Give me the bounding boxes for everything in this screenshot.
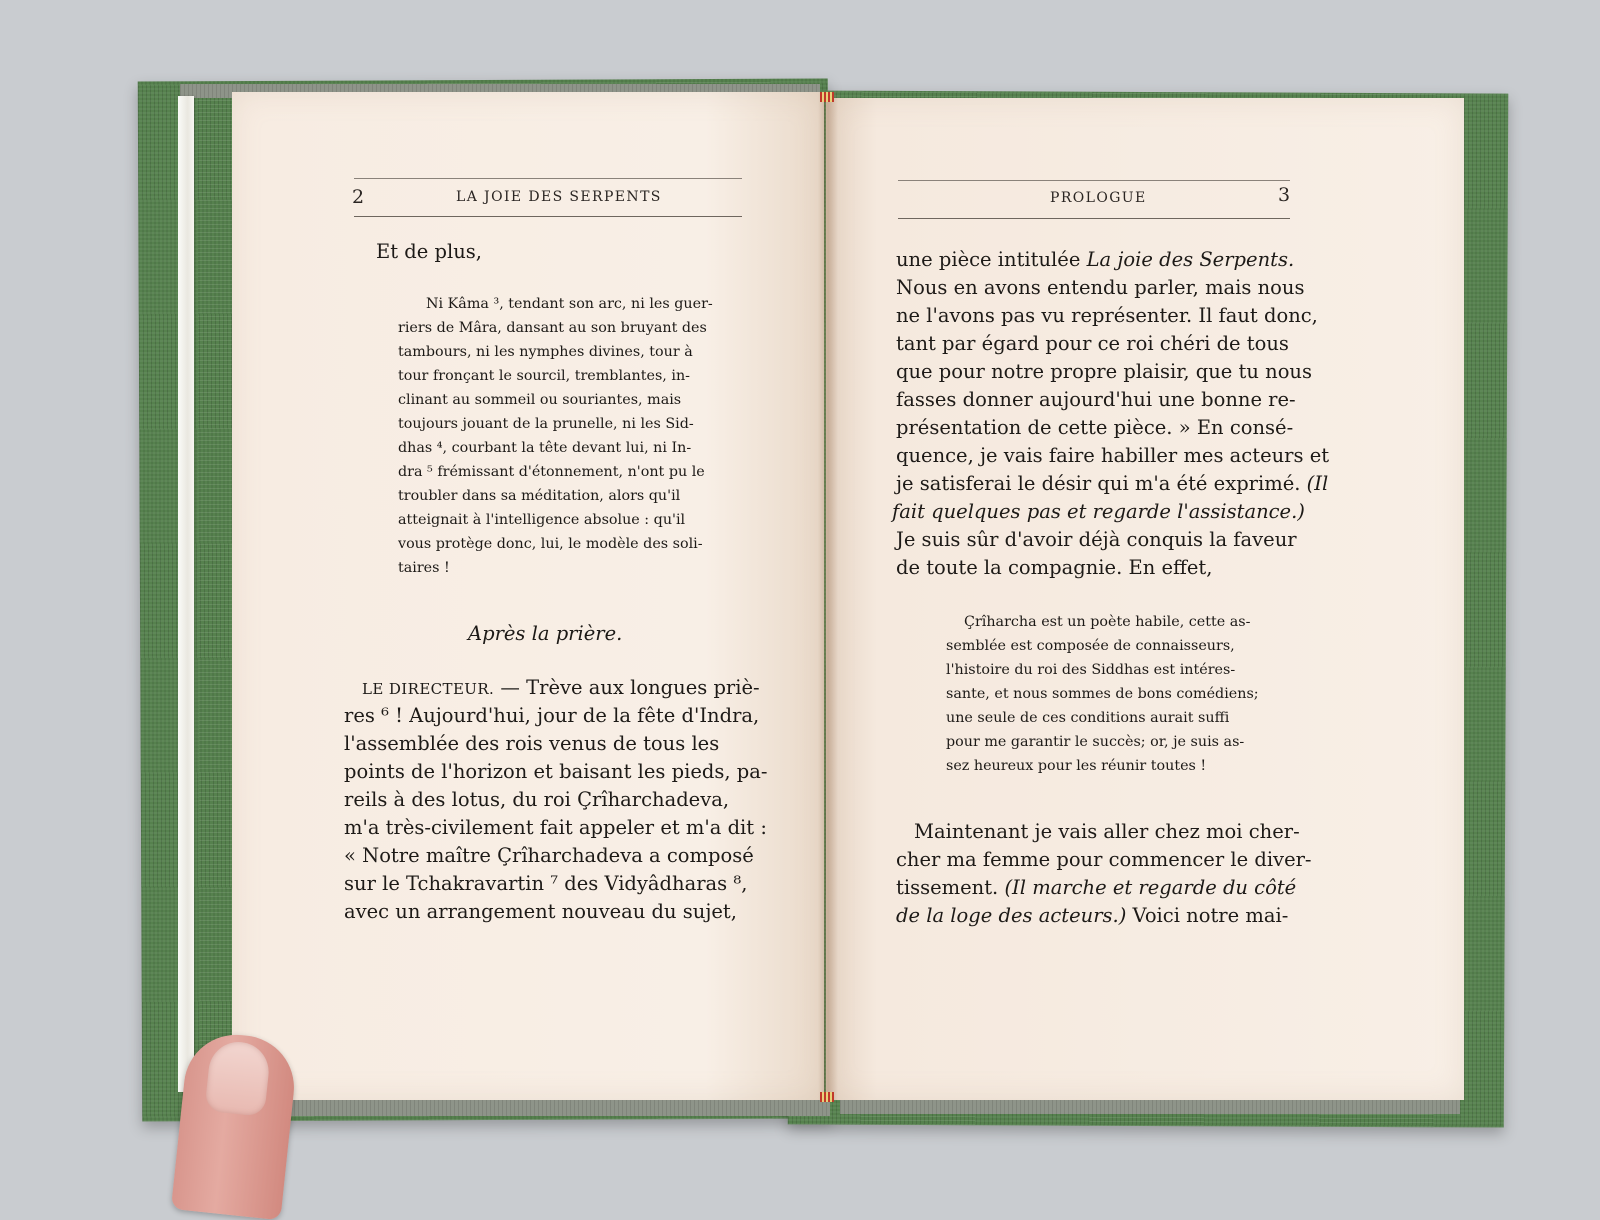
body-line: tant par égard pour ce roi chéri de tous (896, 332, 1289, 355)
running-head: PROLOGUE (1050, 190, 1147, 206)
body-line: « Notre maître Çrîharchadeva a composé (344, 844, 754, 867)
body-line: points de l'horizon et baisant les pieds, pa- (344, 760, 768, 783)
head-rule-bottom (898, 218, 1290, 219)
head-rule-top (898, 180, 1290, 181)
body-line (362, 674, 760, 703)
body-line: avec un arrangement nouveau du sujet, (344, 900, 737, 923)
stage-direction: (Il (1306, 472, 1329, 495)
stage-direction: de la loge des acteurs.) (896, 904, 1127, 927)
body-text: je satisferai le désir qui m'a été exprimé. (896, 472, 1307, 495)
body-line (896, 470, 1328, 498)
stanza-line: semblée est composée de connaisseurs, (946, 638, 1235, 654)
stanza-line: riers de Mâra, dansant au son bruyant des (398, 320, 707, 336)
stanza-line: dhas ⁴, courbant la tête devant lui, ni In- (398, 440, 692, 456)
body-line: quence, je vais faire habiller mes acteurs et (896, 444, 1330, 467)
gutter-shadow (818, 92, 838, 1100)
body-line: sur le Tchakravartin ⁷ des Vidyâdharas ⁸, (344, 872, 748, 895)
page-number: 2 (352, 186, 365, 208)
body-line: fasses donner aujourd'hui une bonne re- (896, 388, 1296, 411)
stage-direction: (Il marche et regarde du côté (1004, 876, 1297, 899)
body-line: l'assemblée des rois venus de tous les (344, 732, 720, 755)
body-line (896, 246, 1294, 274)
stanza-line: sante, et nous sommes de bons comédiens; (946, 686, 1259, 702)
stanza-line: taires ! (398, 560, 450, 576)
headband-bottom (820, 1092, 834, 1102)
body-line: cher ma femme pour commencer le diver- (896, 848, 1312, 871)
body-text: tissement. (896, 876, 1005, 899)
stanza-line: l'histoire du roi des Siddhas est intéres- (946, 662, 1236, 678)
stanza-line: troubler dans sa méditation, alors qu'il (398, 488, 681, 504)
stanza-line: sez heureux pour les réunir toutes ! (946, 758, 1207, 774)
body-line: que pour notre propre plaisir, que tu nous (896, 360, 1313, 383)
right-page (826, 98, 1464, 1100)
stanza-line: clinant au sommeil ou souriantes, mais (398, 392, 682, 408)
head-rule-bottom (354, 216, 742, 217)
head-rule-top (354, 178, 742, 179)
page-block-edge (178, 96, 194, 1092)
headband-top (820, 92, 834, 102)
stanza-line: dra ⁵ frémissant d'étonnement, n'ont pu le (398, 464, 705, 480)
page-number: 3 (1278, 184, 1291, 206)
cover-board-bottom-right (840, 1100, 1460, 1114)
body-line: reils à des lotus, du roi Çrîharchadeva, (344, 788, 730, 811)
stage-direction: fait quelques pas et regarde l'assistance.) (892, 500, 1305, 523)
speech-start: — Trève aux longues priè- (494, 676, 760, 699)
body-text: Voici notre mai- (1126, 904, 1289, 927)
body-line: res ⁶ ! Aujourd'hui, jour de la fête d'Indra, (344, 704, 760, 727)
stanza-line: pour me garantir le succès; or, je suis as- (946, 734, 1245, 750)
body-line: ne l'avons pas vu représenter. Il faut donc, (896, 304, 1318, 327)
speaker-name: LE DIRECTEUR. (362, 680, 495, 698)
stanza-line: une seule de ces conditions aurait suffi (946, 710, 1230, 726)
play-title: La joie des Serpents. (1086, 248, 1295, 271)
stanza-line: tour fronçant le sourcil, tremblantes, in- (398, 368, 691, 384)
left-page (232, 92, 824, 1100)
body-line: Nous en avons entendu parler, mais nous (896, 276, 1305, 299)
body-line (896, 874, 1296, 902)
stanza-line: Çrîharcha est un poète habile, cette as- (964, 614, 1251, 630)
body-line: présentation de cette pièce. » En consé- (896, 416, 1294, 439)
stanza-line: atteignait à l'intelligence absolue : qu'il (398, 512, 686, 528)
section-heading: Après la prière. (468, 622, 623, 645)
stanza-line: tambours, ni les nymphes divines, tour à (398, 344, 693, 360)
body-line: de toute la compagnie. En effet, (896, 556, 1213, 579)
body-line (896, 902, 1288, 930)
body-text: une pièce intitulée (896, 248, 1087, 271)
intro-line: Et de plus, (376, 240, 482, 263)
running-head: LA JOIE DES SERPENTS (456, 189, 662, 205)
body-line: Je suis sûr d'avoir déjà conquis la faveur (896, 528, 1297, 551)
body-line: m'a très-civilement fait appeler et m'a dit : (344, 816, 767, 839)
stanza-line: vous protège donc, lui, le modèle des soli- (398, 536, 703, 552)
stanza-line: toujours jouant de la prunelle, ni les Sid- (398, 416, 694, 432)
stanza-line: Ni Kâma ³, tendant son arc, ni les guer- (426, 296, 713, 312)
body-line: Maintenant je vais aller chez moi cher- (914, 820, 1300, 843)
